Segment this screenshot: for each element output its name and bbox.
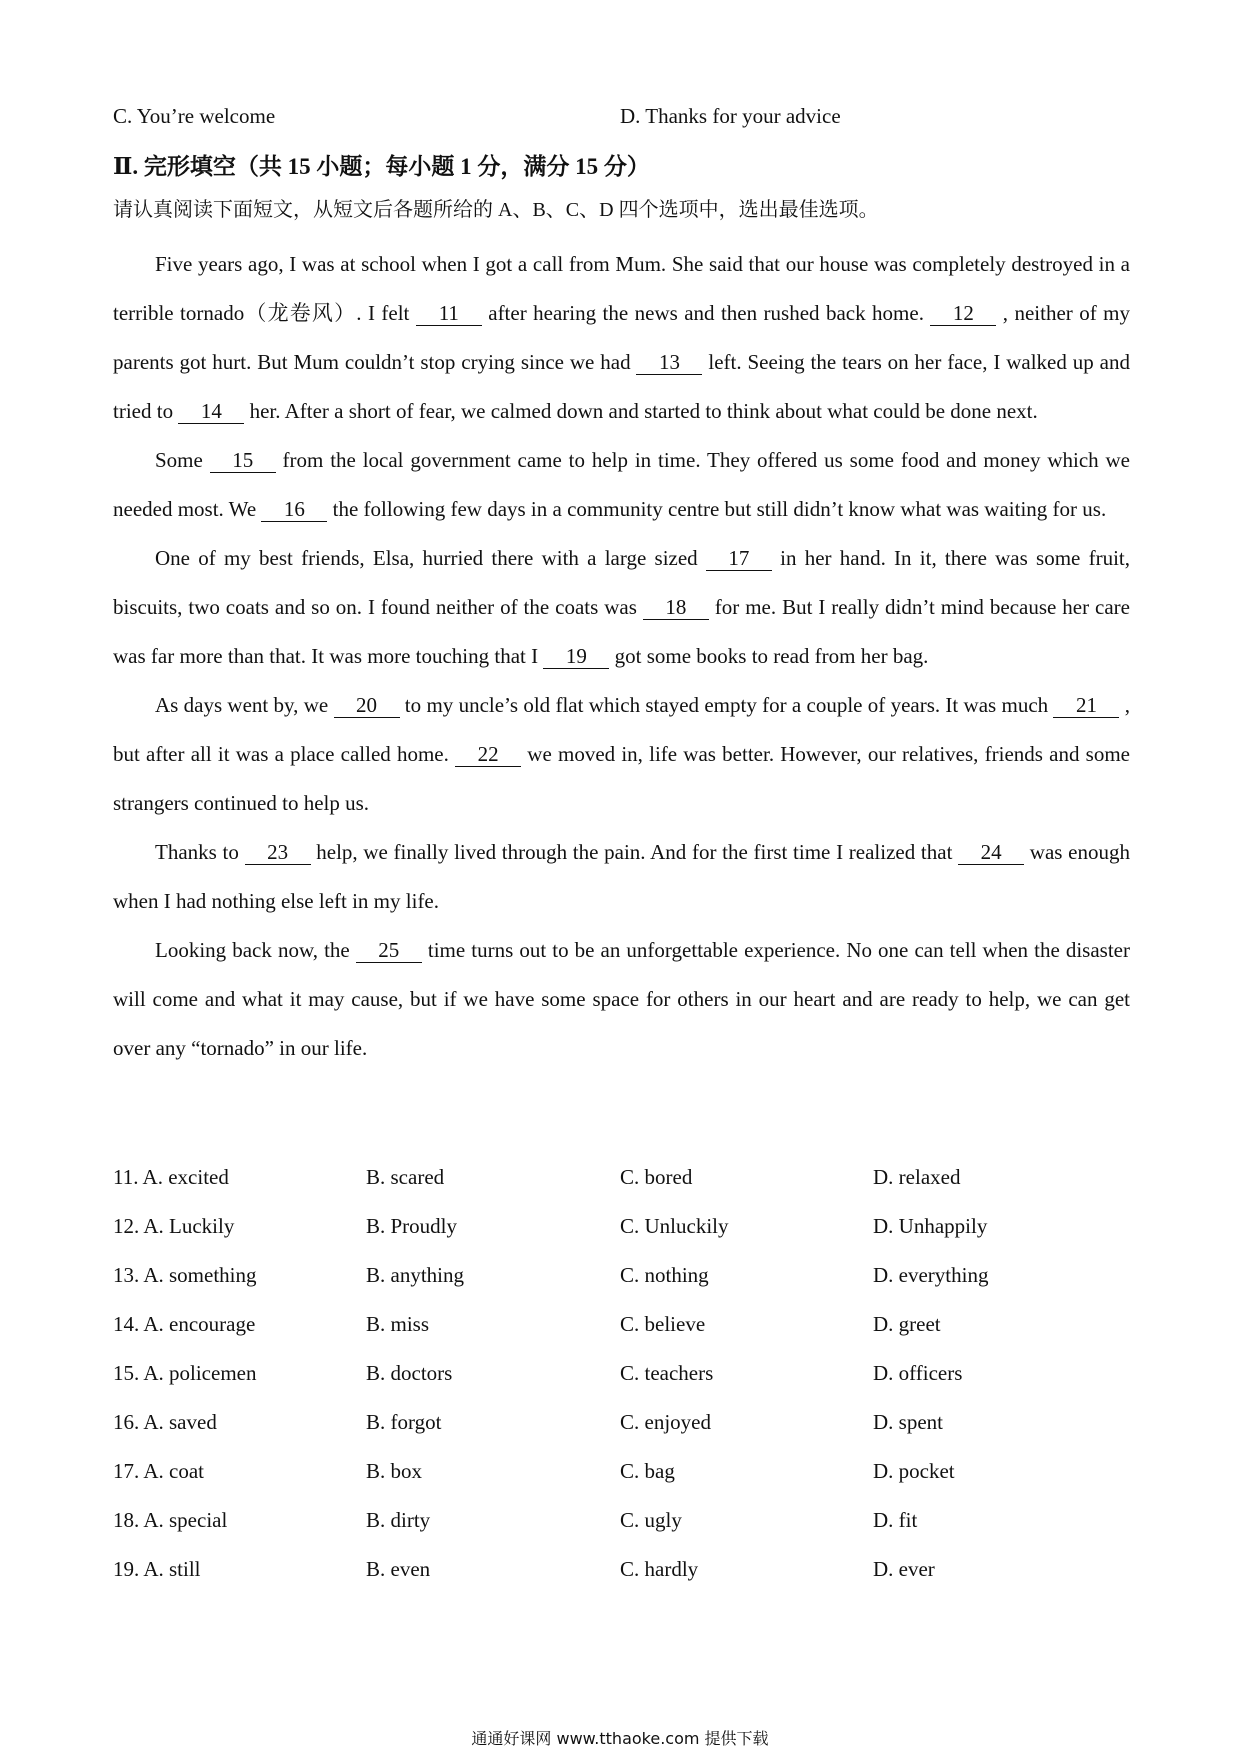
option-b: B. even: [366, 1557, 431, 1581]
option-d: D. everything: [873, 1263, 989, 1287]
passage-text: One of my best friends, Elsa, hurried there with a large sized: [155, 546, 706, 570]
option-d: D. ever: [873, 1557, 935, 1581]
option-a: 19. A. still: [113, 1557, 201, 1581]
question-row: [113, 1557, 1133, 1606]
passage-text: Looking back now, the: [155, 938, 356, 962]
option-c: C. bored: [620, 1165, 693, 1189]
passage-text: , neither of my parents got hurt. But Mum couldn’t stop crying since we had: [113, 301, 1130, 374]
paragraph-1: [113, 240, 1130, 436]
paragraph-5: [113, 828, 1130, 926]
passage-text: was enough when I had nothing else left in my life.: [113, 840, 1130, 913]
paragraph-4: [113, 681, 1130, 828]
blank-12: 12: [930, 301, 996, 326]
option-a: 18. A. special: [113, 1508, 228, 1532]
option-c: C. nothing: [620, 1263, 709, 1287]
passage-text: Thanks to: [155, 840, 245, 864]
blank-18: 18: [643, 595, 709, 620]
question-row: [113, 1508, 1133, 1557]
option-a: 13. A. something: [113, 1263, 257, 1287]
blank-13: 13: [636, 350, 702, 375]
blank-11: 11: [416, 301, 482, 326]
blank-14: 14: [178, 399, 244, 424]
passage-text: left. Seeing the tears on her face, I walked up and tried to: [113, 350, 1130, 423]
question-row: [113, 1263, 1133, 1312]
passage-text: Some: [155, 448, 210, 472]
paragraph-6: [113, 926, 1130, 1073]
option-c: C. You’re welcome: [113, 104, 276, 128]
question-row: [113, 1214, 1133, 1263]
passage-text: time turns out to be an unforgettable experience. No one can tell when the disaster will come and what it may cause, but if we have some space for others in our heart and are ready to help, we can get over any “tornado” in our life.: [113, 938, 1130, 1060]
section-title: Ⅱ. 完形填空（共 15 小题；每小题 1 分，满分 15 分）: [113, 154, 650, 179]
cloze-passage: [113, 240, 1130, 1073]
passage-text: Five years ago, I was at school when I got a call from Mum. She said that our house was completely destroyed in a terrible tornado（龙卷风）. I felt: [113, 252, 1130, 325]
option-c: C. bag: [620, 1459, 675, 1483]
option-a: 16. A. saved: [113, 1410, 217, 1434]
option-c: C. ugly: [620, 1508, 682, 1532]
option-b: B. miss: [366, 1312, 430, 1336]
blank-15: 15: [210, 448, 276, 473]
page-footer: 通通好课网 www.tthaoke.com 提供下载: [471, 1729, 769, 1748]
passage-text: from the local government came to help in time. They offered us some food and money which we needed most. We: [113, 448, 1130, 521]
blank-20: 20: [334, 693, 400, 718]
option-d: D. officers: [873, 1361, 963, 1385]
option-d: D. Thanks for your advice: [620, 104, 841, 128]
option-b: B. Proudly: [366, 1214, 458, 1238]
passage-text: after hearing the news and then rushed back home.: [481, 301, 931, 325]
option-d: D. spent: [873, 1410, 943, 1434]
option-c: C. enjoyed: [620, 1410, 711, 1434]
passage-text: her. After a short of fear, we calmed down and started to think about what could be done next.: [244, 399, 1038, 423]
passage-text: help, we finally lived through the pain. And for the first time I realized that: [310, 840, 959, 864]
passage-text: As days went by, we: [155, 693, 334, 717]
blank-22: 22: [455, 742, 521, 767]
option-b: B. forgot: [366, 1410, 442, 1434]
question-row: [113, 1361, 1133, 1410]
passage-text: in her hand. In it, there was some fruit, biscuits, two coats and so on. I found neither of the coats was: [113, 546, 1130, 619]
question-row: [113, 1459, 1133, 1508]
question-row: [113, 1312, 1133, 1361]
question-options: [113, 1165, 1133, 1606]
option-d: D. greet: [873, 1312, 941, 1336]
option-b: B. anything: [366, 1263, 464, 1287]
passage-text: got some books to read from her bag.: [609, 644, 929, 668]
option-a: 11. A. excited: [113, 1165, 229, 1189]
option-a: 12. A. Luckily: [113, 1214, 235, 1238]
blank-19: 19: [543, 644, 609, 669]
previous-question-options: [113, 104, 1133, 136]
option-d: D. relaxed: [873, 1165, 961, 1189]
passage-text: to my uncle’s old flat which stayed empty for a couple of years. It was much: [399, 693, 1054, 717]
blank-25: 25: [356, 938, 422, 963]
option-a: 15. A. policemen: [113, 1361, 257, 1385]
option-d: D. Unhappily: [873, 1214, 988, 1238]
option-c: C. hardly: [620, 1557, 699, 1581]
section-instruction: 请认真阅读下面短文，从短文后各题所给的 A、B、C、D 四个选项中，选出最佳选项。: [113, 199, 879, 221]
option-c: C. teachers: [620, 1361, 714, 1385]
blank-17: 17: [706, 546, 772, 571]
option-d: D. pocket: [873, 1459, 955, 1483]
option-b: B. dirty: [366, 1508, 431, 1532]
option-b: B. doctors: [366, 1361, 453, 1385]
option-c: C. believe: [620, 1312, 706, 1336]
passage-text: , but after all it was a place called home.: [113, 693, 1131, 766]
passage-text: for me. But I really didn’t mind because her care was far more than that. It was more touching that I: [113, 595, 1130, 668]
paragraph-2: [113, 436, 1130, 534]
question-row: [113, 1410, 1133, 1459]
option-a: 17. A. coat: [113, 1459, 204, 1483]
question-row: [113, 1165, 1133, 1214]
blank-21: 21: [1053, 693, 1119, 718]
option-b: B. scared: [366, 1165, 445, 1189]
passage-text: we moved in, life was better. However, our relatives, friends and some strangers continued to help us.: [113, 742, 1130, 815]
blank-24: 24: [958, 840, 1024, 865]
option-c: C. Unluckily: [620, 1214, 729, 1238]
option-b: B. box: [366, 1459, 423, 1483]
paragraph-3: [113, 534, 1130, 681]
option-a: 14. A. encourage: [113, 1312, 256, 1336]
option-d: D. fit: [873, 1508, 918, 1532]
passage-text: the following few days in a community centre but still didn’t know what was waiting for us.: [327, 497, 1107, 521]
blank-23: 23: [245, 840, 311, 865]
blank-16: 16: [261, 497, 327, 522]
